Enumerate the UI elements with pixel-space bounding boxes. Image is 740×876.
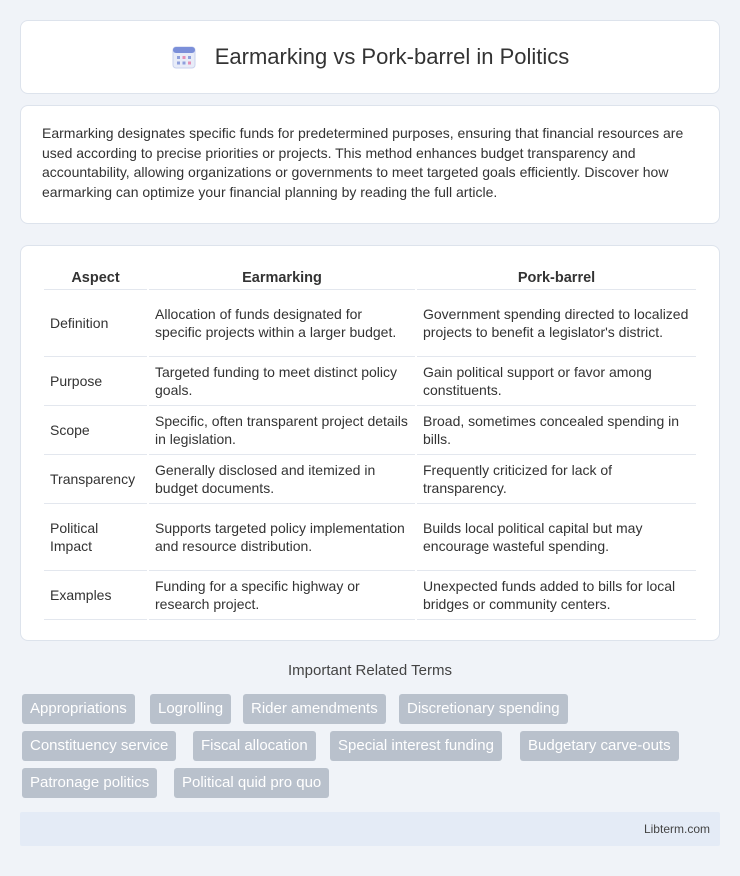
related-term-tag[interactable]: Discretionary spending <box>399 694 568 724</box>
table-row <box>44 357 696 406</box>
cell-aspect: Transparency <box>44 455 147 504</box>
cell-earmarking: Funding for a specific highway or research project. <box>149 571 415 620</box>
related-term-tag[interactable]: Political quid pro quo <box>174 768 329 798</box>
footer-link[interactable]: Libterm.com <box>643 822 710 836</box>
cell-pork-barrel: Gain political support or favor among constituents. <box>417 357 696 406</box>
related-term-tag[interactable]: Appropriations <box>22 694 135 724</box>
cell-pork-barrel: Broad, sometimes concealed spending in bills. <box>417 406 696 455</box>
header-pork-barrel: Pork-barrel <box>417 266 696 290</box>
header-card <box>20 20 720 94</box>
calendar-grid-icon <box>171 44 197 70</box>
cell-earmarking: Generally disclosed and itemized in budget documents. <box>149 455 415 504</box>
intro-text: Earmarking designates specific funds for predetermined purposes, ensuring that financial resources are used according to precise priorities or projects. This method enhances budget transparency and accountability, allowing organizations or governments to meet targeted goals efficiently. Discover how earmarking can optimize your financial planning by reading the full article. <box>42 125 684 200</box>
comparison-table <box>42 266 698 620</box>
related-term-tag[interactable]: Constituency service <box>22 731 176 761</box>
related-terms-title: Important Related Terms <box>288 662 452 679</box>
cell-earmarking: Allocation of funds designated for specific projects within a larger budget. <box>149 290 415 357</box>
intro-card <box>20 105 720 224</box>
table-row <box>44 455 696 504</box>
cell-aspect: Purpose <box>44 357 147 406</box>
cell-earmarking: Targeted funding to meet distinct policy goals. <box>149 357 415 406</box>
table-row <box>44 290 696 357</box>
cell-aspect: Scope <box>44 406 147 455</box>
table-row <box>44 406 696 455</box>
related-term-tag[interactable]: Logrolling <box>150 694 231 724</box>
cell-aspect: Definition <box>44 290 147 357</box>
page-title: Earmarking vs Pork-barrel in Politics <box>214 44 570 69</box>
cell-aspect: Examples <box>44 571 147 620</box>
comparison-card <box>20 245 720 641</box>
cell-earmarking: Specific, often transparent project details in legislation. <box>149 406 415 455</box>
table-header-row <box>44 266 696 290</box>
header-aspect: Aspect <box>44 266 147 290</box>
cell-pork-barrel: Unexpected funds added to bills for local bridges or community centers. <box>417 571 696 620</box>
cell-pork-barrel: Frequently criticized for lack of transparency. <box>417 455 696 504</box>
related-term-tag[interactable]: Fiscal allocation <box>193 731 316 761</box>
related-term-tag[interactable]: Special interest funding <box>330 731 502 761</box>
cell-earmarking: Supports targeted policy implementation and resource distribution. <box>149 504 415 571</box>
table-row <box>44 571 696 620</box>
cell-pork-barrel: Government spending directed to localized projects to benefit a legislator's district. <box>417 290 696 357</box>
cell-pork-barrel: Builds local political capital but may encourage wasteful spending. <box>417 504 696 571</box>
table-row <box>44 504 696 571</box>
related-term-tag[interactable]: Patronage politics <box>22 768 157 798</box>
footer <box>20 812 720 846</box>
related-term-tag[interactable]: Rider amendments <box>243 694 386 724</box>
cell-aspect: Political Impact <box>44 504 147 571</box>
header-earmarking: Earmarking <box>149 266 415 290</box>
related-term-tag[interactable]: Budgetary carve-outs <box>520 731 679 761</box>
